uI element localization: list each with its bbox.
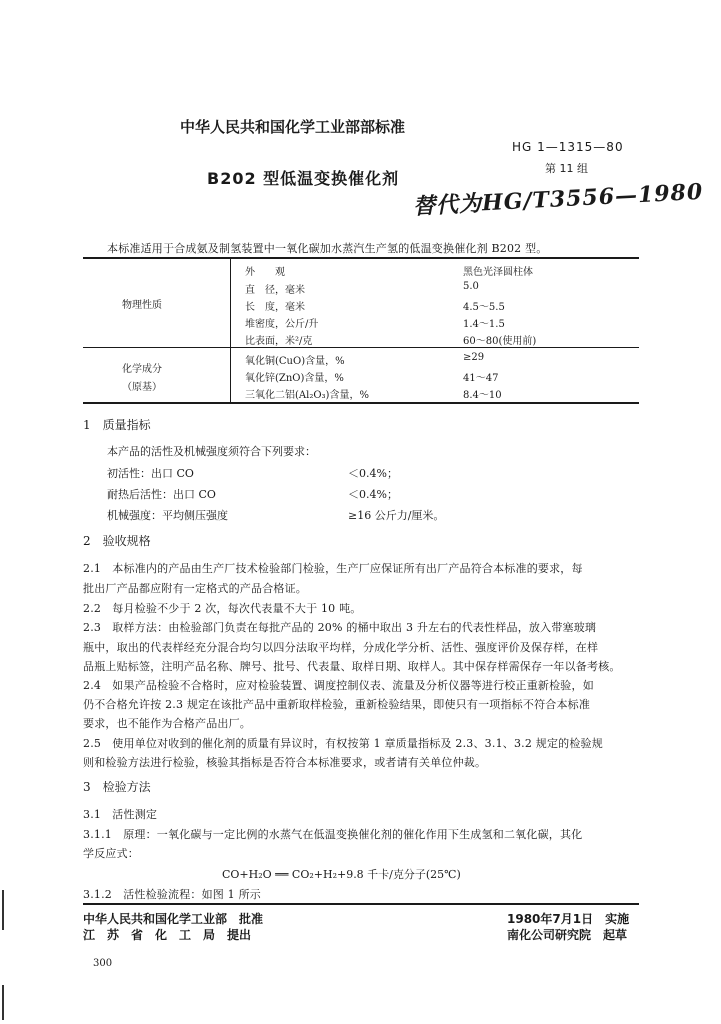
drafted-by: 南化公司研究院 起草 <box>507 928 628 942</box>
approved-by: 中华人民共和国化学工业部 批准 <box>83 912 264 926</box>
section-3-1-1-line: 学反应式： <box>83 847 139 860</box>
property-name: 三氧化二铝(Al₂O₃)含量，% <box>245 390 369 401</box>
standard-code: HG 1—1315—80 <box>512 140 624 154</box>
footer-rule <box>83 903 639 905</box>
section-1-heading: 1 质量指标 <box>83 418 151 432</box>
property-value: 41～47 <box>463 373 499 384</box>
property-name: 比表面，米²/克 <box>245 336 313 347</box>
proposed-by: 江 苏 省 化 工 局 提出 <box>83 928 252 942</box>
quality-item-name: 初活性：出口 CO <box>107 467 194 480</box>
section-2-line: 要求，也不能作为合格产品出厂。 <box>83 717 251 730</box>
binding-edge-mark <box>2 890 4 930</box>
property-name: 外 观 <box>245 267 285 278</box>
chemical-composition-label: 化学成分 <box>122 364 162 375</box>
implementation-date: 1980年7月1日 实施 <box>507 912 630 926</box>
scope-paragraph: 本标准适用于合成氨及制氢装置中一氧化碳加水蒸汽生产氢的低温变换催化剂 B202 型。 <box>107 242 548 255</box>
standard-group: 第 11 组 <box>545 162 588 175</box>
property-value: 黑色光泽圆柱体 <box>463 267 533 278</box>
property-value: 4.5～5.5 <box>463 302 505 313</box>
section-2-line: 瓶中，取出的代表样经充分混合均匀以四分法取平均样，分成化学分析、活性、强度评价及保存样，在样 <box>83 641 599 654</box>
property-value: ≥29 <box>463 352 485 363</box>
section-2-line: 2.2 每月检验不少于 2 次，每次代表量不大于 10 吨。 <box>83 602 362 615</box>
quality-item-name: 耐热后活性：出口 CO <box>107 488 216 501</box>
section-3-1-heading: 3.1 活性测定 <box>83 808 158 821</box>
section-2-line: 2.1 本标准内的产品由生产厂技术检验部门检验，生产厂应保证所有出厂产品符合本标准的要求，每 <box>83 562 583 575</box>
quality-item-value: ＜0.4%； <box>348 467 398 480</box>
property-value: 8.4～10 <box>463 390 502 401</box>
quality-item-name: 机械强度：平均侧压强度 <box>107 509 228 522</box>
section-2-line: 2.3 取样方法：由检验部门负责在每批产品的 20% 的桶中取出 3 升左右的代表性样品，放入带塞玻璃 <box>83 621 597 634</box>
quality-item-value: ＜0.4%； <box>348 488 398 501</box>
page-title: B202 型低温变换催化剂 <box>207 169 400 188</box>
binding-edge-mark <box>2 985 4 1020</box>
section-2-line: 2.5 使用单位对收到的催化剂的质量有异议时，有权按第 1 章质量指标及 2.3、3.1、3.2 规定的检验规 <box>83 737 603 750</box>
quality-item-value: ≥16 公斤力/厘米。 <box>348 509 445 522</box>
reaction-equation: CO+H₂O ══ CO₂+H₂+9.8 千卡/克分子(25℃) <box>222 868 461 881</box>
section-2-heading: 2 验收规格 <box>83 534 151 548</box>
section-3-heading: 3 检验方法 <box>83 780 151 794</box>
section-3-1-2-line: 3.1.2 活性检验流程：如图 1 所示 <box>83 888 261 901</box>
chemical-composition-basis: （原基） <box>122 382 162 393</box>
property-value: 1.4～1.5 <box>463 319 505 330</box>
section-2-line: 2.4 如果产品检验不合格时，应对检验装置、调度控制仪表、流量及分析仪器等进行校正重新检验，如 <box>83 679 594 692</box>
section-3-1-1-line: 3.1.1 原理：一氧化碳与一定比例的水蒸气在低温变换催化剂的催化作用下生成氢和二氧化碳，其化 <box>83 828 583 841</box>
property-name: 长 度，毫米 <box>245 302 305 313</box>
section-2-line: 批出厂产品都应附有一定格式的产品合格证。 <box>83 582 307 595</box>
table-col-divider <box>230 257 231 403</box>
property-value: 60～80(使用前) <box>463 336 537 347</box>
section-2-line: 品瓶上贴标签，注明产品名称、牌号、批号、代表量、取样日期、取样人。其中保存样需保存一年以备考核。 <box>83 660 621 673</box>
ministry-standard-heading: 中华人民共和国化学工业部部标准 <box>180 118 406 136</box>
section-1-intro: 本产品的活性及机械强度须符合下列要求： <box>107 445 316 458</box>
table-bottom-rule <box>83 402 639 404</box>
property-name: 堆密度，公斤/升 <box>245 319 319 330</box>
property-name: 氧化铜(CuO)含量，% <box>245 356 345 367</box>
property-name: 直 径，毫米 <box>245 285 305 296</box>
property-value: 5.0 <box>463 281 479 292</box>
section-2-line: 则和检验方法进行检验，核验其指标是否符合本标准要求，或者请有关单位仲裁。 <box>83 756 487 769</box>
handwritten-note: 替代为HG/T3556—1980 <box>412 178 704 220</box>
table-top-rule <box>83 257 639 259</box>
table-mid-rule <box>83 347 639 348</box>
page-number: 300 <box>93 958 113 969</box>
section-2-line: 仍不合格允许按 2.3 规定在该批产品中重新取样检验，重新检验结果，即使只有一项指标不符合本标准 <box>83 698 591 711</box>
physical-properties-label: 物理性质 <box>122 300 162 311</box>
property-name: 氧化锌(ZnO)含量，% <box>245 373 344 384</box>
